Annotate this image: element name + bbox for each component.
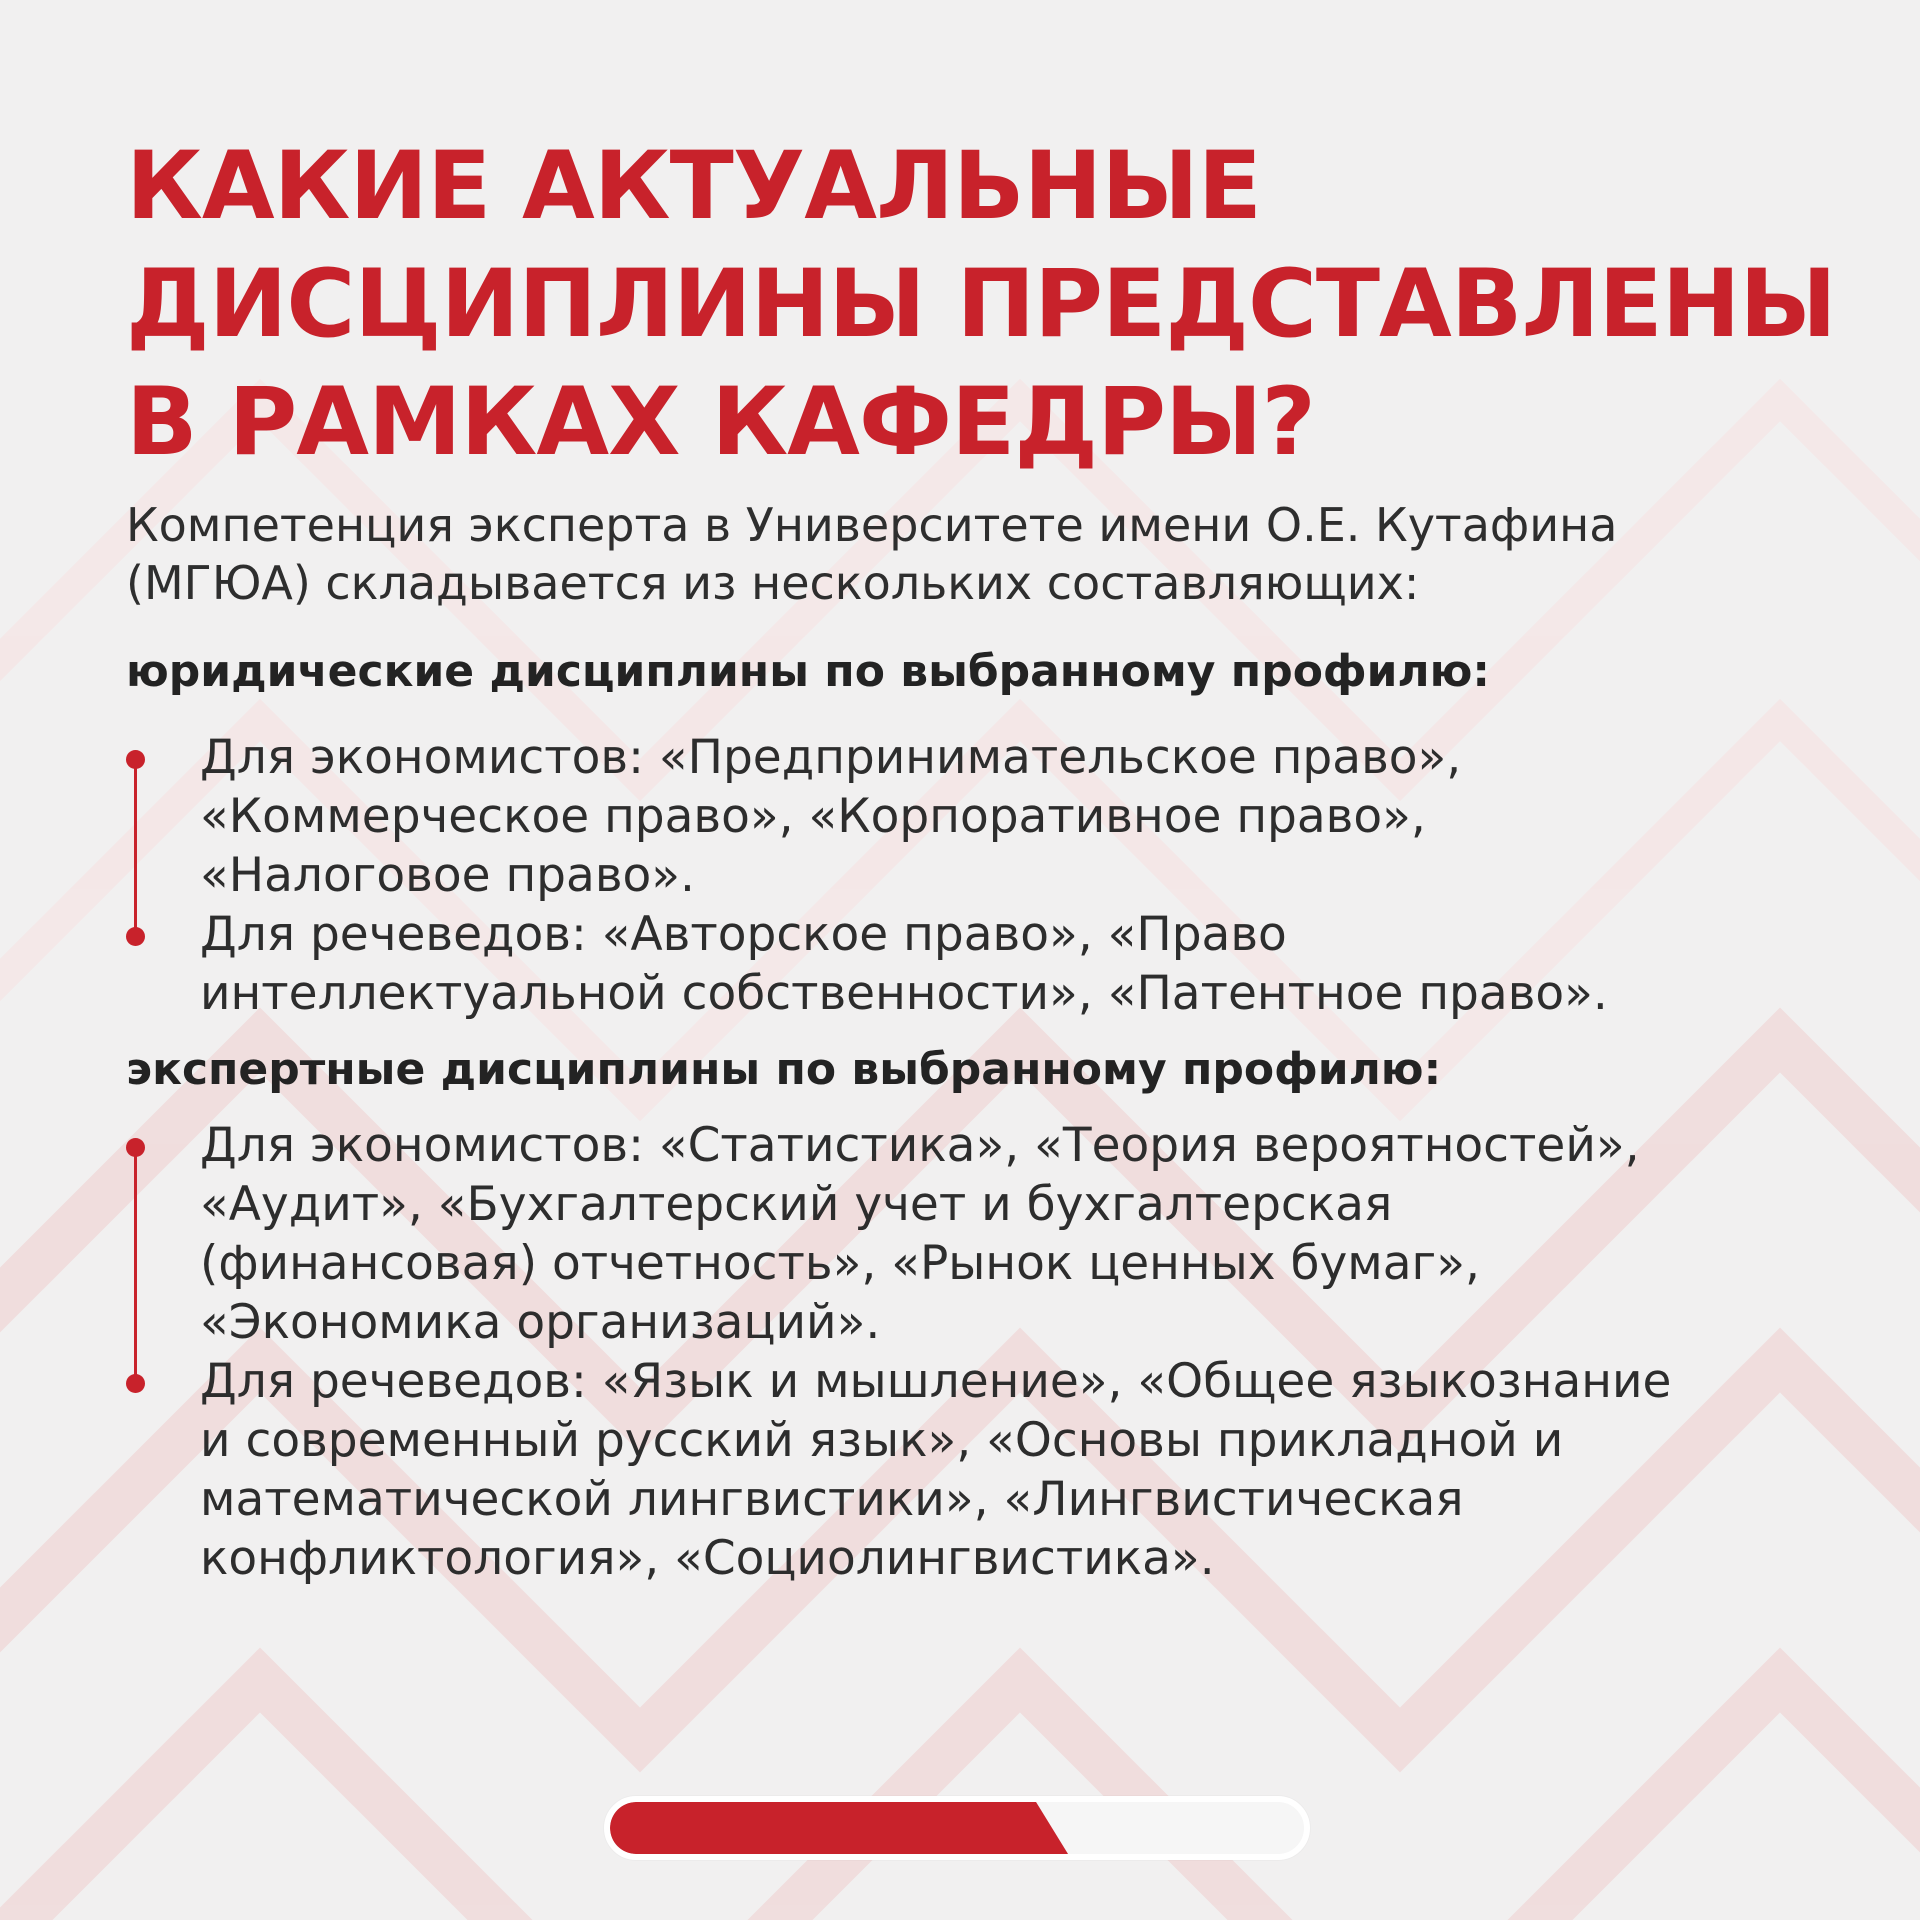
item-line: математической лингвистики», «Лингвистическая: [200, 1472, 1464, 1527]
title-line: ДИСЦИПЛИНЫ ПРЕДСТАВЛЕНЫ: [126, 250, 1836, 359]
title-line: В РАМКАХ КАФЕДРЫ?: [126, 368, 1315, 477]
progress-fill: [610, 1802, 1304, 1854]
item-line: «Налоговое право».: [200, 848, 695, 903]
bullet-list-expert: [126, 1116, 1806, 1588]
list-item: [126, 905, 1806, 1023]
intro-line: Компетенция эксперта в Университете имени О.Е. Кутафина: [126, 498, 1618, 552]
item-line: «Коммерческое право», «Корпоративное право»,: [200, 789, 1426, 844]
section-heading-expert: экспертные дисциплины по выбранному профилю:: [126, 1044, 1442, 1095]
bullet-dot-icon: [126, 1374, 145, 1393]
item-line: «Аудит», «Бухгалтерский учет и бухгалтерская: [200, 1177, 1393, 1232]
item-line: Для речеведов: «Язык и мышление», «Общее языкознание: [200, 1354, 1672, 1409]
bullet-dot-icon: [126, 927, 145, 946]
item-line: Для экономистов: «Статистика», «Теория вероятностей»,: [200, 1118, 1640, 1173]
item-line: конфликтология», «Социолингвистика».: [200, 1531, 1215, 1586]
item-line: Для речеведов: «Авторское право», «Право: [200, 907, 1287, 962]
list-item: [126, 1352, 1806, 1588]
intro-text: [126, 496, 1826, 612]
page-title: [126, 128, 1886, 482]
intro-line: (МГЮА) складывается из нескольких составляющих:: [126, 556, 1420, 610]
item-line: «Экономика организаций».: [200, 1295, 881, 1350]
bullet-list-legal: [126, 728, 1806, 1023]
item-line: и современный русский язык», «Основы прикладной и: [200, 1413, 1564, 1468]
slide-progress-bar: [604, 1796, 1310, 1860]
bullet-dot-icon: [126, 750, 145, 769]
item-line: (финансовая) отчетность», «Рынок ценных бумаг»,: [200, 1236, 1480, 1291]
list-item: [126, 728, 1806, 905]
title-line: КАКИЕ АКТУАЛЬНЫЕ: [126, 132, 1261, 241]
item-line: интеллектуальной собственности», «Патентное право».: [200, 966, 1608, 1021]
bullet-dot-icon: [126, 1138, 145, 1157]
item-line: Для экономистов: «Предпринимательское право»,: [200, 730, 1462, 785]
list-item: [126, 1116, 1806, 1352]
section-heading-legal: юридические дисциплины по выбранному профилю:: [126, 646, 1490, 697]
